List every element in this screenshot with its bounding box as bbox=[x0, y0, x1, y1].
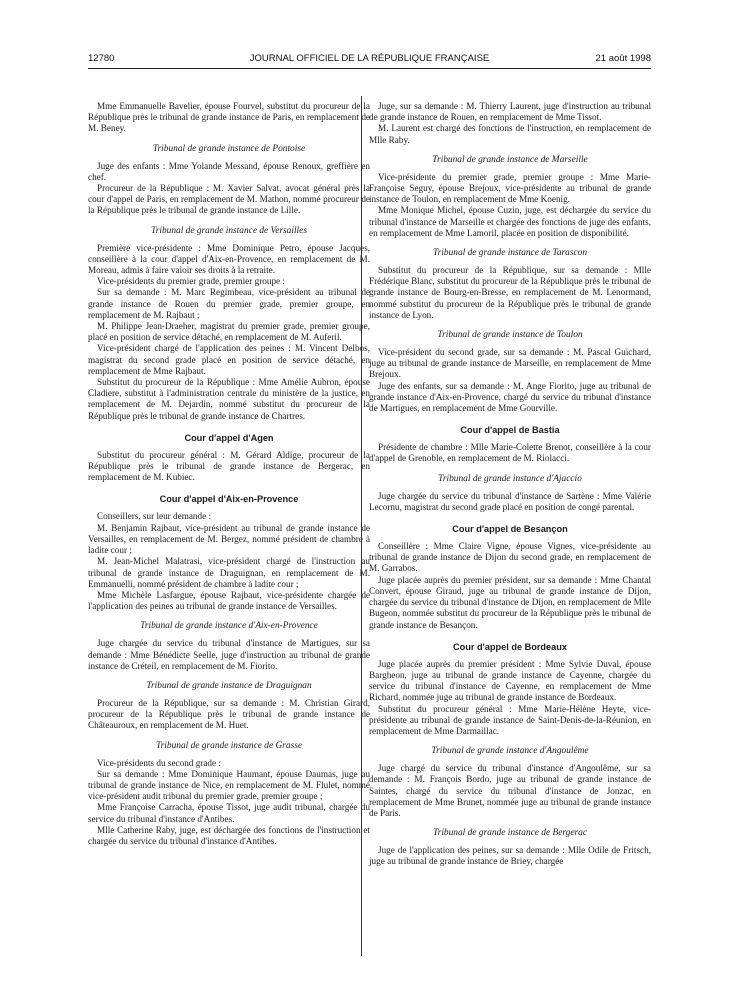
court-heading: Cour d'appel de Bastia bbox=[460, 425, 560, 436]
appointment-paragraph: Vice-présidents du premier grade, premier groupe : bbox=[97, 276, 285, 287]
page-number: 12780 bbox=[88, 53, 115, 64]
page-header bbox=[88, 53, 651, 69]
right-column bbox=[369, 101, 651, 868]
court-heading: Cour d'appel de Besançon bbox=[452, 524, 568, 535]
appointment-paragraph: Mme Emmanuelle Bavelier, épouse Fourvel, substitut du procureur de la République près le tribunal de grande instance de Paris, en remplacement de M. Beney. bbox=[88, 101, 370, 134]
appointment-paragraph: Substitut du procureur de la République, sur sa demande : Mlle Frédérique Blanc, substitut du procureur de la République près le tribunal de grande instance de Bourg-en-Bresse, en remplacement de M. Lenormand, nommé substitut du procureur de la République près le tribunal de grande instance de Lyon. bbox=[369, 265, 651, 320]
tribunal-heading: Tribunal de grande instance d'Angoulême bbox=[431, 746, 589, 757]
tribunal-heading: Tribunal de grande instance de Tarascon bbox=[432, 248, 588, 259]
column-divider bbox=[361, 96, 362, 956]
appointment-paragraph: M. Jean-Michel Malatrasi, vice-président chargé de l'instruction au tribunal de grande instance de Draguignan, en remplacement de M. Emmanuelli, nommé président de chambre à ladite cour ; bbox=[88, 556, 370, 589]
court-heading: Cour d'appel d'Aix-en-Provence bbox=[159, 494, 299, 505]
tribunal-heading: Tribunal de grande instance d'Ajaccio bbox=[438, 473, 582, 484]
appointment-paragraph: Vice-président du second grade, sur sa demande : M. Pascal Guichard, juge au tribunal de grande instance de Marseille, en remplacement de Mme Brejoux. bbox=[369, 347, 651, 380]
appointment-paragraph: Juge de l'application des peines, sur sa demande : Mlle Odile de Fritsch, juge au tribunal de grande instance de Briey, chargée bbox=[369, 845, 651, 867]
appointment-paragraph: Conseillère : Mme Claire Vigne, épouse Vignes, vice-présidente au tribunal de grande instance de Dijon du second grade, en remplacement de M. Garrabos. bbox=[369, 541, 651, 574]
appointment-paragraph: Procureur de la République, sur sa demande : M. Christian Girard, procureur de la République près le tribunal de grande instance de Châteauroux, en remplacement de M. Huet. bbox=[88, 697, 370, 731]
appointment-paragraph: Vice-président chargé de l'application des peines : M. Vincent Delbos, magistrat du second grade placé en position de service détaché, en remplacement de Mme Rajbaut. bbox=[88, 343, 370, 376]
appointment-paragraph: Vice-présidente du premier grade, premier groupe : Mme Marie-Françoise Seguy, épouse Brejoux, vice-présidente au tribunal de grande instance de Toulon, en remplacement de Mme Koenig. bbox=[369, 171, 651, 205]
left-column bbox=[88, 101, 370, 847]
appointment-paragraph: Sur sa demande : M. Marc Regimbeau, vice-président au tribunal de grande instance de Rouen du premier grade, premier groupe, en remplacement de M. Rajbaut ; bbox=[88, 287, 370, 320]
appointment-paragraph: Juge des enfants, sur sa demande : M. Ange Fiorito, juge au tribunal de grande instance d'Aix-en-Provence, chargé du service du tribunal d'instance de Martigues, en remplacement de Mme Gourville. bbox=[369, 380, 651, 414]
tribunal-heading: Tribunal de grande instance de Grasse bbox=[155, 740, 303, 751]
tribunal-heading: Tribunal de grande instance de Bergerac bbox=[432, 828, 588, 839]
tribunal-heading: Tribunal de grande instance de Pontoise bbox=[152, 143, 306, 154]
appointment-paragraph: M. Benjamin Rajbaut, vice-président au tribunal de grande instance de Versailles, en remplacement de M. Bergez, nommé président de chambre à ladite cour ; bbox=[88, 522, 370, 556]
appointment-paragraph: Procureur de la République : M. Xavier Salvat, avocat général près la cour d'appel de Paris, en remplacement de M. Mathon, nommé procureur de la République près le tribunal de grande instance de Lille. bbox=[88, 183, 370, 216]
appointment-paragraph: Substitut du procureur de la République : Mme Amélie Aubron, épouse Cladiere, substitut à l'administration centrale du ministère de la justice, en remplacement de M. Dejardin, nommé substitut du procureur de la République près le tribunal de grande instance de Chartres. bbox=[88, 377, 370, 421]
tribunal-heading: Tribunal de grande instance de Marseille bbox=[432, 154, 588, 165]
tribunal-heading: Tribunal de grande instance de Draguignan bbox=[146, 680, 312, 691]
tribunal-heading: Tribunal de grande instance de Toulon bbox=[437, 330, 583, 341]
court-heading: Cour d'appel de Bordeaux bbox=[453, 641, 567, 652]
appointment-paragraph: Juge des enfants : Mme Yolande Messand, épouse Renoux, greffière en chef. bbox=[88, 160, 370, 182]
appointment-paragraph: Mme Michèle Lasfargue, épouse Rajbaut, vice-présidente chargée de l'application des peines au tribunal de grande instance de Versailles. bbox=[88, 589, 370, 612]
tribunal-heading: Tribunal de grande instance de Versailles bbox=[151, 225, 307, 236]
appointment-paragraph: Substitut du procureur général : M. Gérard Aldige, procureur de la République près le tribunal de grande instance de Bergerac, en remplacement de M. Kubiec. bbox=[88, 449, 370, 483]
appointment-paragraph: Juge chargé du service du tribunal d'instance d'Angoulême, sur sa demande : M. François Bordo, juge au tribunal de grande instance de Saintes, chargé du service du tribunal d'instance de Jonzac, en remplacement de Mme Brunet, nommée juge au tribunal de grande instance de Paris. bbox=[369, 763, 651, 818]
appointment-paragraph: Présidente de chambre : Mlle Marie-Colette Brenot, conseillère à la cour d'appel de Grenoble, en remplacement de M. Riolacci. bbox=[369, 442, 651, 464]
header-rule bbox=[88, 68, 651, 69]
appointment-paragraph: M. Philippe Jean-Draeher, magistrat du premier grade, premier groupe, placé en position de service détaché, en remplacement de M. Auferil. bbox=[88, 321, 370, 343]
journal-title: JOURNAL OFFICIEL DE LA RÉPUBLIQUE FRANÇAISE bbox=[249, 53, 490, 64]
appointment-paragraph: Substitut du procureur général : Mme Marie-Hélène Heyte, vice-présidente au tribunal de grande instance de Saint-Denis-de-la-Réunion, en remplacement de Mme Darmaillac. bbox=[369, 703, 651, 736]
appointment-paragraph: Mlle Catherine Raby, juge, est déchargée des fonctions de l'instruction et chargée du service du tribunal d'instance d'Antibes. bbox=[88, 824, 370, 846]
issue-date: 21 août 1998 bbox=[595, 53, 651, 64]
appointment-paragraph: Sur sa demande : Mme Dominique Haumant, épouse Daumas, juge au tribunal de grande instance de Nice, en remplacement de M. Flulet, nommé vice-président audit tribunal du premier grade, premier groupe ; bbox=[88, 768, 370, 802]
appointment-paragraph: Mme Françoise Carracha, épouse Tissot, juge audit tribunal, chargée du service du tribunal d'instance d'Antibes. bbox=[88, 802, 370, 824]
appointment-paragraph: M. Laurent est chargé des fonctions de l'instruction, en remplacement de Mlle Raby. bbox=[369, 123, 651, 145]
appointment-paragraph: Conseillers, sur leur demande : bbox=[97, 511, 212, 522]
appointment-paragraph: Mme Monique Michel, épouse Cuzin, juge, est déchargée du service du tribunal d'instance de Marseille et chargée des fonctions de juge des enfants, en remplacement de Mme Lamoril, placée en position de disponibilité. bbox=[369, 205, 651, 238]
court-heading: Cour d'appel d'Agen bbox=[184, 432, 274, 443]
appointment-paragraph: Juge chargée du service du tribunal d'instance de Martigues, sur sa demande : Mme Bénédicte Seelle, juge d'instruction au tribunal de grande instance de Créteil, en remplacement de M. Fiorito. bbox=[88, 638, 370, 671]
appointment-paragraph: Juge chargée du service du tribunal d'instance de Sartène : Mme Valérie Lecornu, magistrat du second grade placé en position de congé parental. bbox=[369, 490, 651, 512]
tribunal-heading: Tribunal de grande instance d'Aix-en-Provence bbox=[140, 621, 318, 632]
appointment-paragraph: Première vice-présidente : Mme Dominique Petro, épouse Jacques, conseillère à la cour d'appel d'Aix-en-Provence, en remplacement de M. Moreau, admis à faire valoir ses droits à la retraite. bbox=[88, 242, 370, 276]
appointment-paragraph: Juge, sur sa demande : M. Thierry Laurent, juge d'instruction au tribunal de grande instance de Rouen, en remplacement de Mme Tissot. bbox=[369, 101, 651, 123]
appointment-paragraph: Juge placée auprès du premier président, sur sa demande : Mme Chantal Convert, épouse Giraud, juge au tribunal de grande instance de Dijon, chargée du service du tribunal d'instance de Dijon, en remplacement de Mlle Bugeon, nommée substitut du procureur de la République près le tribunal de grande instance de Besançon. bbox=[369, 574, 651, 630]
appointment-paragraph: Juge placée auprès du premier président : Mme Sylvie Duval, épouse Bargheon, juge au tribunal de grande instance de Cayenne, chargée du service du tribunal d'instance de Cayenne, en remplacement de Mme Richard, nommée juge au tribunal de grande instance de Bordeaux. bbox=[369, 658, 651, 703]
appointment-paragraph: Vice-présidents du second grade : bbox=[97, 757, 221, 768]
